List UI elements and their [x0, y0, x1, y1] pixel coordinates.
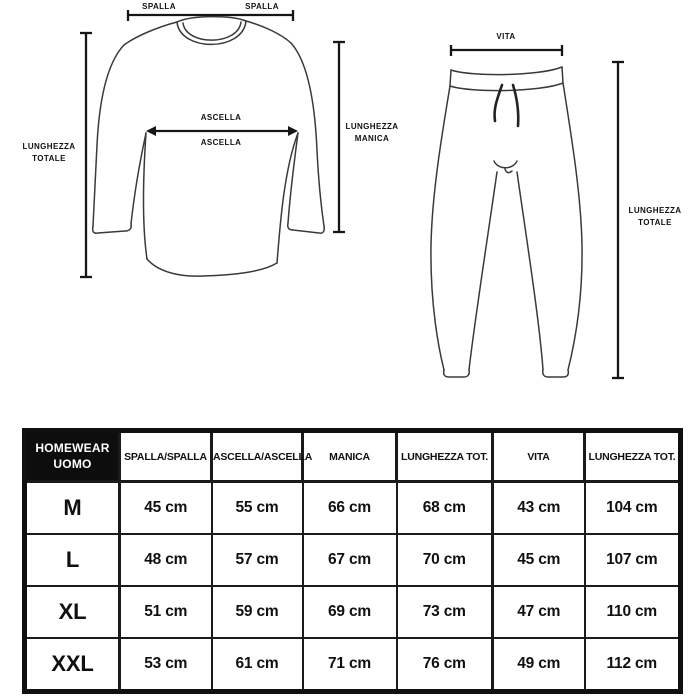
pants-lunghezza-totale-label: LUNGHEZZA TOTALE	[628, 206, 682, 227]
header-cell-lunghezza-tot-shirt: LUNGHEZZA TOT.	[397, 431, 493, 482]
value-cell: 71 cm	[303, 638, 397, 692]
value-cell: 45 cm	[120, 482, 212, 535]
value-cell: 66 cm	[303, 482, 397, 535]
header-cell-spalla: SPALLA/SPALLA	[120, 431, 212, 482]
value-cell: 47 cm	[493, 586, 585, 638]
value-cell: 49 cm	[493, 638, 585, 692]
value-cell: 104 cm	[585, 482, 681, 535]
header-cell-vita: VITA	[493, 431, 585, 482]
table-row	[25, 482, 681, 535]
pants-dimension-lines	[451, 45, 624, 378]
value-cell: 59 cm	[212, 586, 303, 638]
header-cell-manica: MANICA	[303, 431, 397, 482]
value-cell: 110 cm	[585, 586, 681, 638]
size-table	[22, 428, 683, 694]
value-cell: 57 cm	[212, 534, 303, 586]
shirt-spalla-left-label: SPALLA	[142, 2, 176, 11]
value-cell: 43 cm	[493, 482, 585, 535]
value-cell: 55 cm	[212, 482, 303, 535]
shirt-spalla-right-label: SPALLA	[245, 2, 279, 11]
value-cell: 73 cm	[397, 586, 493, 638]
size-cell: M	[25, 482, 120, 535]
header-cell-lunghezza-tot-pants: LUNGHEZZA TOT.	[585, 431, 681, 482]
value-cell: 53 cm	[120, 638, 212, 692]
value-cell: 67 cm	[303, 534, 397, 586]
header-cell-homewear-uomo: HOMEWEAR UOMO	[25, 431, 120, 482]
table-header-row	[25, 431, 681, 482]
value-cell: 107 cm	[585, 534, 681, 586]
header-cell-ascella: ASCELLA/ASCELLA	[212, 431, 303, 482]
pants-drawing	[431, 67, 582, 377]
size-cell: XL	[25, 586, 120, 638]
size-cell: XXL	[25, 638, 120, 692]
table-row	[25, 534, 681, 586]
value-cell: 68 cm	[397, 482, 493, 535]
size-cell: L	[25, 534, 120, 586]
shirt-lunghezza-manica-label: LUNGHEZZA MANICA	[345, 122, 399, 143]
value-cell: 70 cm	[397, 534, 493, 586]
shirt-ascella-bottom-label: ASCELLA	[200, 138, 242, 147]
value-cell: 69 cm	[303, 586, 397, 638]
table-row	[25, 638, 681, 692]
shirt-lunghezza-totale-label: LUNGHEZZA TOTALE	[22, 142, 76, 163]
value-cell: 51 cm	[120, 586, 212, 638]
value-cell: 76 cm	[397, 638, 493, 692]
value-cell: 48 cm	[120, 534, 212, 586]
value-cell: 112 cm	[585, 638, 681, 692]
value-cell: 45 cm	[493, 534, 585, 586]
table-row	[25, 586, 681, 638]
shirt-ascella-top-label: ASCELLA	[200, 113, 242, 122]
pants-vita-label: VITA	[496, 32, 516, 41]
value-cell: 61 cm	[212, 638, 303, 692]
